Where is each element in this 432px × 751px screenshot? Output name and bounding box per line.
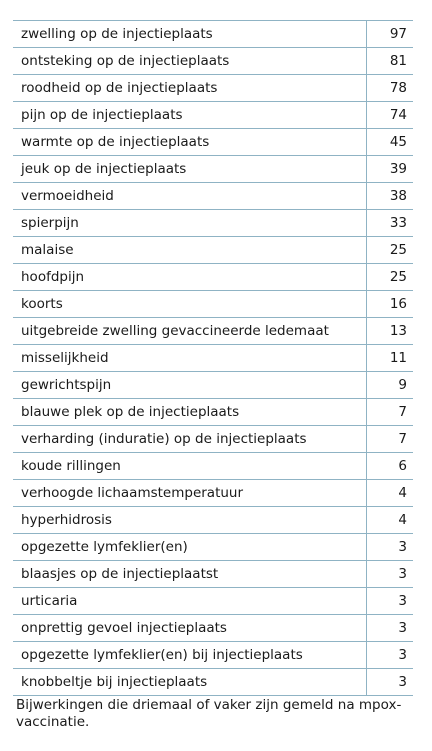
report-count: 38 xyxy=(367,183,414,210)
report-count: 74 xyxy=(367,102,414,129)
table-row xyxy=(13,534,413,561)
report-count: 9 xyxy=(367,372,414,399)
table-row xyxy=(13,129,413,156)
side-effect-label: blauwe plek op de injectieplaats xyxy=(13,399,367,426)
side-effect-label: uitgebreide zwelling gevaccineerde ledemaat xyxy=(13,318,367,345)
report-count: 97 xyxy=(367,21,414,48)
side-effect-label: roodheid op de injectieplaats xyxy=(13,75,367,102)
report-count: 3 xyxy=(367,669,414,696)
table-row xyxy=(13,264,413,291)
side-effect-label: malaise xyxy=(13,237,367,264)
table-row xyxy=(13,561,413,588)
table-row xyxy=(13,75,413,102)
side-effect-label: koorts xyxy=(13,291,367,318)
report-count: 45 xyxy=(367,129,414,156)
table-row xyxy=(13,48,413,75)
table-row xyxy=(13,507,413,534)
report-count: 7 xyxy=(367,426,414,453)
report-count: 3 xyxy=(367,534,414,561)
side-effect-label: hyperhidrosis xyxy=(13,507,367,534)
report-count: 16 xyxy=(367,291,414,318)
side-effects-table-body xyxy=(13,21,413,696)
side-effect-label: zwelling op de injectieplaats xyxy=(13,21,367,48)
table-row xyxy=(13,345,413,372)
table-row xyxy=(13,210,413,237)
table-row xyxy=(13,291,413,318)
table-row xyxy=(13,669,413,696)
table-row xyxy=(13,426,413,453)
report-count: 3 xyxy=(367,615,414,642)
side-effect-label: warmte op de injectieplaats xyxy=(13,129,367,156)
side-effect-label: blaasjes op de injectieplaatst xyxy=(13,561,367,588)
side-effect-label: opgezette lymfeklier(en) xyxy=(13,534,367,561)
table-row xyxy=(13,183,413,210)
side-effect-label: vermoeidheid xyxy=(13,183,367,210)
side-effect-label: jeuk op de injectieplaats xyxy=(13,156,367,183)
report-count: 81 xyxy=(367,48,414,75)
side-effects-table xyxy=(13,20,413,696)
side-effect-label: ontsteking op de injectieplaats xyxy=(13,48,367,75)
side-effect-label: pijn op de injectieplaats xyxy=(13,102,367,129)
report-count: 3 xyxy=(367,642,414,669)
side-effect-label: onprettig gevoel injectieplaats xyxy=(13,615,367,642)
table-row xyxy=(13,318,413,345)
side-effect-label: knobbeltje bij injectieplaats xyxy=(13,669,367,696)
side-effect-label: opgezette lymfeklier(en) bij injectieplaats xyxy=(13,642,367,669)
table-row xyxy=(13,237,413,264)
side-effect-label: hoofdpijn xyxy=(13,264,367,291)
side-effect-label: misselijkheid xyxy=(13,345,367,372)
report-count: 3 xyxy=(367,561,414,588)
side-effect-label: koude rillingen xyxy=(13,453,367,480)
table-caption: Bijwerkingen die driemaal of vaker zijn gemeld na mpox-vaccinatie. xyxy=(16,697,402,730)
table-row xyxy=(13,615,413,642)
report-count: 6 xyxy=(367,453,414,480)
table-row xyxy=(13,372,413,399)
report-count: 11 xyxy=(367,345,414,372)
report-count: 33 xyxy=(367,210,414,237)
table-row xyxy=(13,399,413,426)
report-count: 39 xyxy=(367,156,414,183)
table-row xyxy=(13,588,413,615)
side-effect-label: verhoogde lichaamstemperatuur xyxy=(13,480,367,507)
table-row xyxy=(13,480,413,507)
report-count: 4 xyxy=(367,480,414,507)
report-count: 3 xyxy=(367,588,414,615)
report-count: 13 xyxy=(367,318,414,345)
table-row xyxy=(13,642,413,669)
side-effect-label: spierpijn xyxy=(13,210,367,237)
table-row xyxy=(13,156,413,183)
report-count: 4 xyxy=(367,507,414,534)
report-count: 78 xyxy=(367,75,414,102)
side-effect-label: verharding (induratie) op de injectieplaats xyxy=(13,426,367,453)
report-count: 25 xyxy=(367,237,414,264)
report-count: 25 xyxy=(367,264,414,291)
side-effect-label: urticaria xyxy=(13,588,367,615)
side-effect-label: gewrichtspijn xyxy=(13,372,367,399)
table-row xyxy=(13,453,413,480)
table-row xyxy=(13,102,413,129)
report-count: 7 xyxy=(367,399,414,426)
table-row xyxy=(13,21,413,48)
